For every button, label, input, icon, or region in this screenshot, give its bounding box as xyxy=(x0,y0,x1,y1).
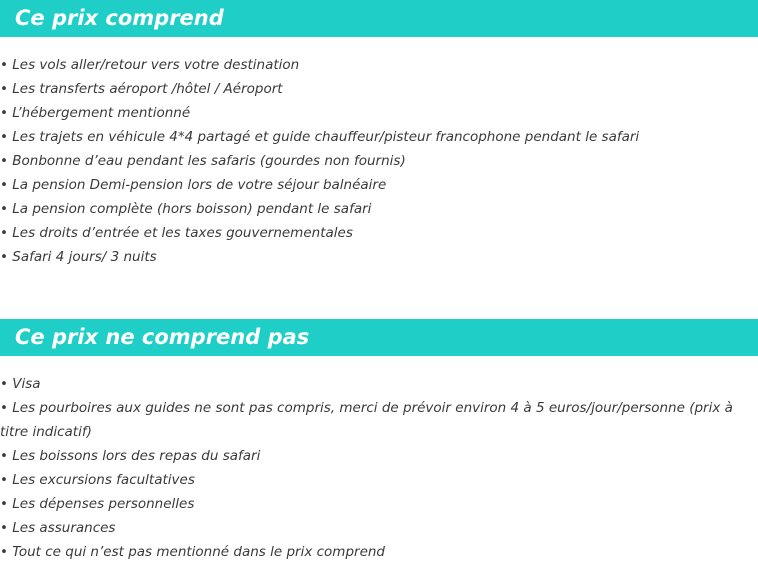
section-title-excluded: Ce prix ne comprend pas xyxy=(0,319,758,356)
bullet-icon: • xyxy=(0,496,8,512)
list-item xyxy=(0,221,740,245)
list-item-text: L’hébergement mentionné xyxy=(12,105,191,121)
bullet-icon: • xyxy=(0,129,8,145)
list-item-text: Visa xyxy=(12,376,41,392)
bullet-icon: • xyxy=(0,105,8,121)
bullet-icon: • xyxy=(0,225,8,241)
list-item xyxy=(0,540,740,564)
bullet-icon: • xyxy=(0,201,8,217)
list-item-text: Les droits d’entrée et les taxes gouvernementales xyxy=(12,225,353,241)
list-item-text: Bonbonne d’eau pendant les safaris (gourdes non fournis) xyxy=(12,153,406,169)
bullet-icon: • xyxy=(0,520,8,536)
bullet-icon: • xyxy=(0,376,8,392)
bullet-icon: • xyxy=(0,400,8,416)
list-item xyxy=(0,197,740,221)
list-item-text: Les boissons lors des repas du safari xyxy=(12,448,261,464)
list-item-text: Les assurances xyxy=(12,520,116,536)
list-item xyxy=(0,125,740,149)
list-item xyxy=(0,492,740,516)
list-item-text: Les pourboires aux guides ne sont pas compris, merci de prévoir environ 4 à 5 euros/jour/personne (prix à titre indicatif) xyxy=(0,400,733,440)
bullet-icon: • xyxy=(0,57,8,73)
bullet-icon: • xyxy=(0,177,8,193)
list-item-text: Les transferts aéroport /hôtel / Aéroport xyxy=(12,81,283,97)
list-item xyxy=(0,149,740,173)
list-item xyxy=(0,516,740,540)
list-item xyxy=(0,53,740,77)
list-item xyxy=(0,372,740,396)
list-item-text: Les excursions facultatives xyxy=(12,472,195,488)
included-list xyxy=(0,53,740,269)
list-item xyxy=(0,245,740,269)
bullet-icon: • xyxy=(0,249,8,265)
bullet-icon: • xyxy=(0,544,8,560)
list-item xyxy=(0,444,740,468)
bullet-icon: • xyxy=(0,472,8,488)
excluded-list xyxy=(0,372,740,564)
list-item-text: Tout ce qui n’est pas mentionné dans le prix comprend xyxy=(12,544,385,560)
list-item-text: Les trajets en véhicule 4*4 partagé et guide chauffeur/pisteur francophone pendant le safari xyxy=(12,129,640,145)
bullet-icon: • xyxy=(0,81,8,97)
list-item xyxy=(0,173,740,197)
list-item xyxy=(0,396,740,444)
list-item-text: La pension complète (hors boisson) pendant le safari xyxy=(12,201,372,217)
list-item-text: Safari 4 jours/ 3 nuits xyxy=(12,249,157,265)
list-item-text: Les vols aller/retour vers votre destination xyxy=(12,57,300,73)
section-title-included: Ce prix comprend xyxy=(0,0,758,37)
bullet-icon: • xyxy=(0,448,8,464)
bullet-icon: • xyxy=(0,153,8,169)
list-item xyxy=(0,77,740,101)
list-item xyxy=(0,101,740,125)
list-item-text: Les dépenses personnelles xyxy=(12,496,195,512)
list-item xyxy=(0,468,740,492)
list-item-text: La pension Demi-pension lors de votre séjour balnéaire xyxy=(12,177,387,193)
